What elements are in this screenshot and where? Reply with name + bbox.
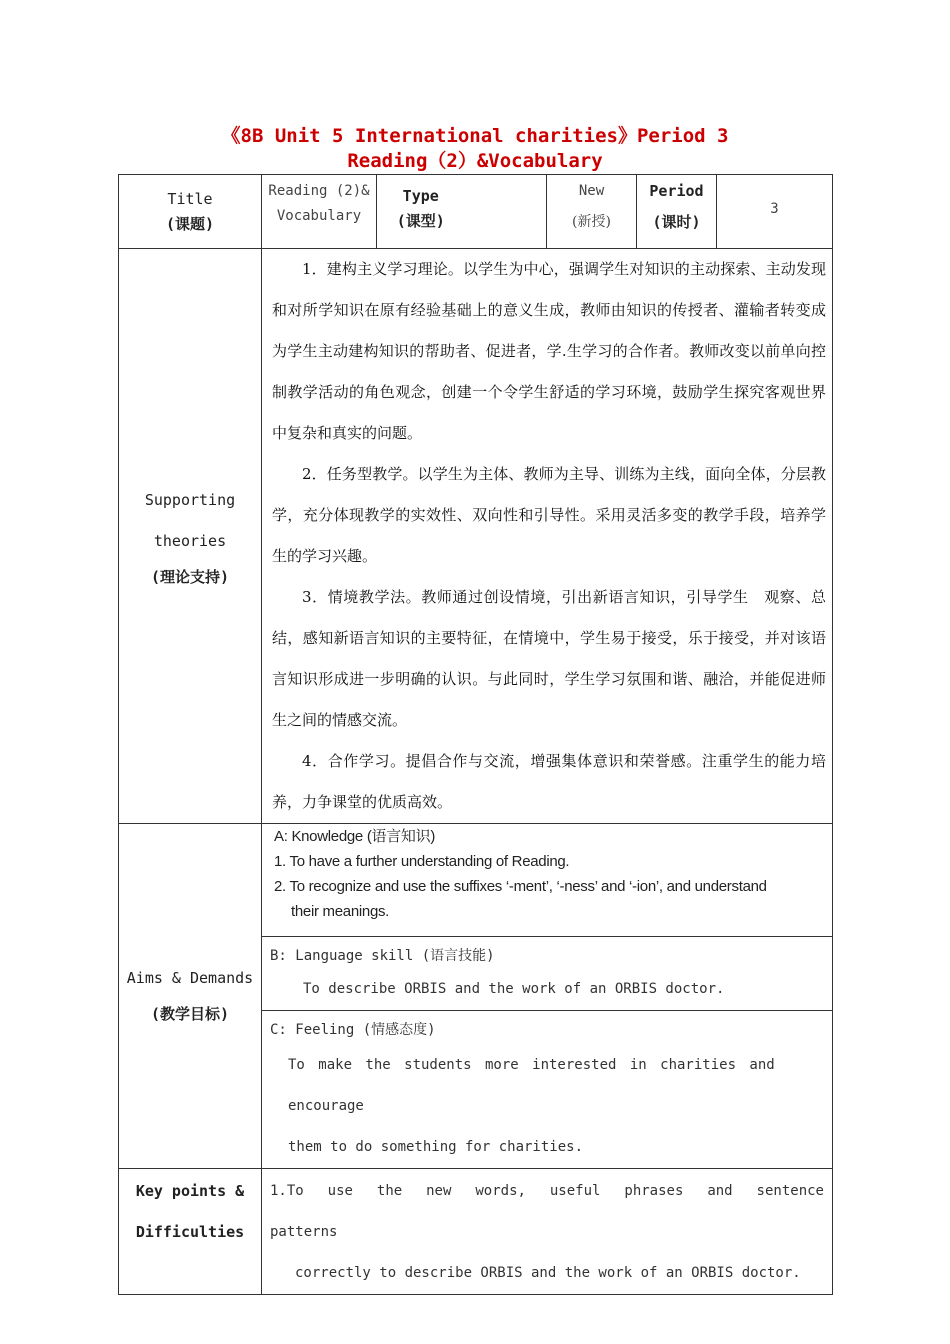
feeling-cell	[262, 1011, 833, 1169]
knowledge-item-2b: their meanings.	[291, 903, 390, 920]
key-points-row	[119, 1169, 833, 1295]
theories-label-2: theories	[153, 532, 227, 550]
theory-paragraph-1: 1．建构主义学习理论。以学生为中心，强调学生对知识的主动探索、主动发现和对所学知识在原有经验基础上的意义生成，教师由知识的传授者、灌输者转变成为学生主动建构知识的帮助者、促进者，学.生学习的合作者。教师改变以前单向控制教学活动的角色观念，创建一个令学生舒适的学习环境，鼓励学生探究客观世界中复杂和真实的问题。	[272, 260, 826, 442]
header-row	[119, 175, 833, 249]
type-label-cell	[377, 175, 547, 249]
period-label-cell	[637, 175, 717, 249]
theories-label-1: Supporting	[144, 491, 236, 509]
theories-row	[119, 249, 833, 824]
knowledge-cell	[262, 824, 833, 937]
title-value-1: Reading (2)&	[268, 183, 370, 199]
theory-paragraph-2: 2．任务型教学。以学生为主体、教师为主导、训练为主线，面向全体，分层教学，充分体现教学的实效性、双向性和引导性。采用灵活多变的教学手段，培养学生的学习兴趣。	[272, 465, 826, 565]
title-label-cell	[119, 175, 262, 249]
key-points-cell	[262, 1169, 833, 1295]
title-value-2: Vocabulary	[276, 208, 362, 224]
aims-knowledge-row	[119, 824, 833, 937]
page-title-line-2: Reading（2）&Vocabulary	[347, 150, 603, 172]
theories-content-cell	[262, 249, 833, 824]
aims-label-cell	[119, 824, 262, 1169]
aims-label: Aims & Demands	[126, 969, 254, 987]
key-points-label-cell	[119, 1169, 262, 1295]
title-label-cn: (课题)	[165, 214, 215, 233]
page-title-line-1: 《8B Unit 5 International charities》Period 3	[221, 125, 729, 147]
feeling-heading: C: Feeling (情感态度)	[270, 1022, 436, 1038]
key-points-label-1: Key points &	[135, 1182, 245, 1200]
aims-label-cn: (教学目标)	[150, 1005, 230, 1023]
period-label: Period	[649, 182, 704, 200]
skill-heading: B: Language skill (语言技能)	[270, 948, 495, 964]
period-value: 3	[770, 201, 779, 217]
knowledge-item-1: 1. To have a further understanding of Reading.	[274, 853, 570, 870]
period-value-cell	[717, 175, 833, 249]
knowledge-item-2a: 2. To recognize and use the suffixes ‘-ment’, ‘-ness’ and ‘-ion’, and understand	[274, 878, 767, 895]
type-value: New	[578, 183, 605, 199]
knowledge-heading: A: Knowledge (语言知识)	[274, 828, 436, 845]
type-label-cn: (课型)	[396, 212, 445, 230]
type-value-cell	[547, 175, 637, 249]
theory-paragraph-3: 3．情境教学法。教师通过创设情境，引出新语言知识，引导学生 观察、总结，感知新语言知识的主要特征，在情境中，学生易于接受，乐于接受，并对该语言知识形成进一步明确的认识。与此同时，学生学习氛围和谐、融洽，并能促进师生之间的情感交流。	[272, 588, 826, 729]
title-label: Title	[167, 189, 213, 208]
skill-text: To describe ORBIS and the work of an ORBIS doctor.	[303, 981, 725, 997]
feeling-text-2: them to do something for charities.	[288, 1139, 584, 1155]
type-value-cn: (新授)	[572, 214, 611, 230]
lesson-plan-table	[118, 174, 833, 1295]
skill-cell	[262, 937, 833, 1011]
theories-label-cell	[119, 249, 262, 824]
key-points-label-2: Difficulties	[135, 1223, 245, 1241]
key-points-text-2: correctly to describe ORBIS and the work of an ORBIS doctor.	[295, 1265, 801, 1281]
theories-label-cn: (理论支持)	[150, 568, 230, 586]
title-value-cell	[262, 175, 377, 249]
type-label: Type	[402, 187, 439, 205]
theory-paragraph-4: 4．合作学习。提倡合作与交流，增强集体意识和荣誉感。注重学生的能力培养，力争课堂的优质高效。	[272, 752, 826, 811]
feeling-text-1: To make the students more interested in charities and encourage	[288, 1057, 775, 1114]
period-label-cn: (课时)	[652, 213, 701, 231]
page-title	[118, 124, 832, 174]
key-points-text-1: 1.To use the new words, useful phrases and sentence patterns	[270, 1183, 824, 1240]
